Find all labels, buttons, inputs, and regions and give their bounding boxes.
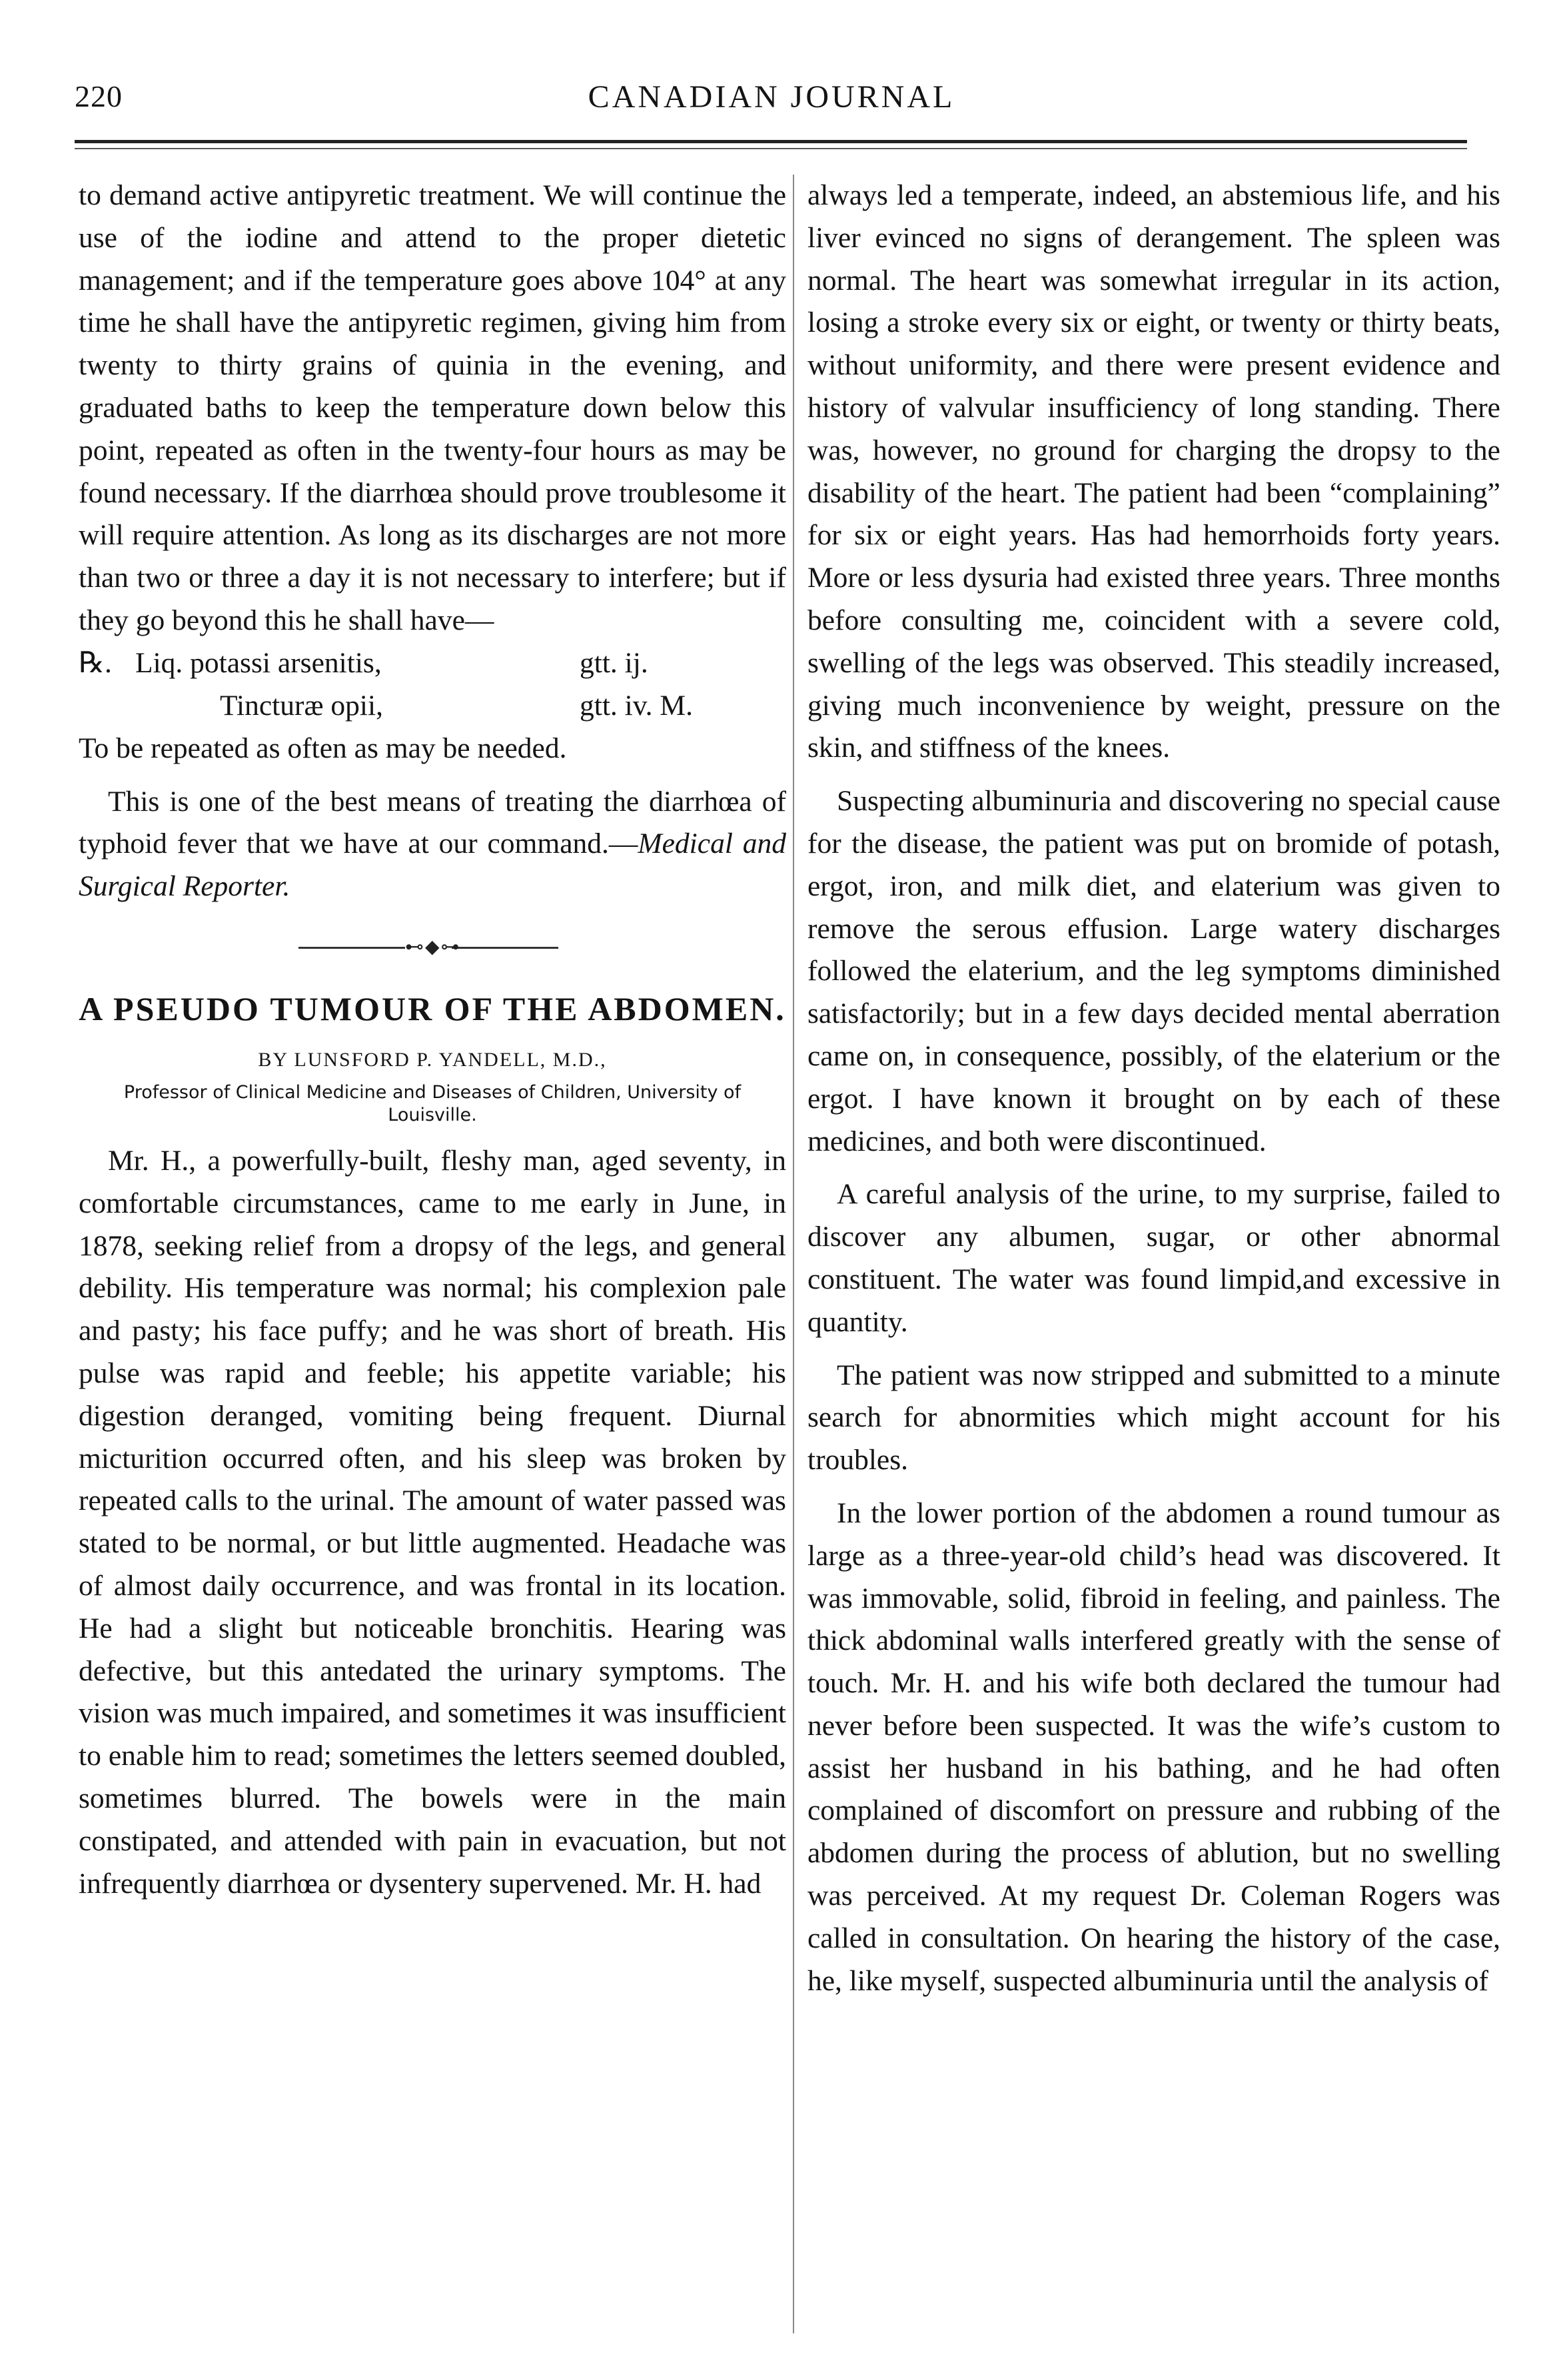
prescription-drug-1: Liq. potassi arsenitis, xyxy=(135,646,382,679)
journal-title: CANADIAN JOURNAL xyxy=(588,79,955,115)
paragraph-history-continued: always led a temperate, indeed, an abstemious life, and his liver evinced no signs of derangement. The spleen was normal. The heart was somewhat irregular in its action, losing a stroke every six or eight, or twenty or thirty beats, without uniformity, and there were present evidence and history of valvular insufficiency of long standing. There was, however, no ground for charging the dropsy to the disability of the heart. The patient had been “complaining” for six or eight years. Has had hemorrhoids forty years. More or less dysuria had existed three years. Three months before consulting me, coincident with a severe cold, swelling of the legs was observed. This steadily increased, giving much inconvenience by weight, pressure on the skin, and stiffness of the knees. xyxy=(807,179,1500,764)
paragraph-examination: The patient was now stripped and submitted to a minute search for abnormities which might account for his troubles. xyxy=(807,1359,1500,1477)
prescription xyxy=(79,642,786,728)
paragraph-case-history: Mr. H., a powerfully-built, fleshy man, aged seventy, in comfortable circumstances, came to me early in June, in 1878, seeking relief from a dropsy of the legs, and general debility. His temperature was normal; his complexion pale and pasty; his face puffy; and he was short of breath. His pulse was rapid and feeble; his appetite variable; his digestion deranged, vomiting being frequent. Diurnal micturition occurred often, and his sleep was broken by repeated calls to the urinal. The amount of water passed was stated to be normal, or but little augmented. Headache was of almost daily occurrence, and was frontal in its location. He had a slight but noticeable bronchitis. Hearing was defective, but this antedated the urinary symptoms. The vision was much impaired, and sometimes it was insufficient to enable him to read; sometimes the letters seemed doubled, sometimes blurred. The bowels were in the main constipated, and attended with pain in evacuation, but not infrequently diarrhœa or dysentery supervened. Mr. H. had xyxy=(79,1144,786,1900)
recipe-symbol: ℞. xyxy=(79,646,112,679)
source-citation: Medical and Surgical Reporter. xyxy=(79,828,786,903)
page-number: 220 xyxy=(75,79,123,113)
paragraph-treatment: Suspecting albuminuria and discovering no special cause for the disease, the patient was put on bromide of potash, ergot, iron, and milk diet, and elaterium was given to remove the serous effusion. Large watery discharges followed the elaterium, and the leg symptoms diminished satisfactorily; but in a few days decided mental aberration came on, in consequence, possibly, of the elaterium or the ergot. I have known it brought on by each of these medicines, and both were discontinued. xyxy=(807,785,1500,1157)
right-column xyxy=(807,175,1500,2002)
prescription-drug-2: Tincturæ opii, xyxy=(220,689,383,722)
paragraph-urine-analysis: A careful analysis of the urine, to my surprise, failed to discover any albumen, sugar, or other abnormal constituent. The water was found limpid,and excessive in quantity. xyxy=(807,1178,1500,1338)
header-rule-thick xyxy=(75,140,1467,143)
conclusion-text: This is one of the best means of treating the diarrhœa of typhoid fever that we have at our command.— xyxy=(79,785,786,860)
paragraph-tumour: In the lower portion of the abdomen a round tumour as large as a three-year-old child’s head was discovered. It was immovable, solid, fibroid in feeling, and painless. The thick abdominal walls interfered greatly with the sense of touch. Mr. H. and his wife both declared the tumour had never before been suspected. It was the wife’s custom to assist her husband in his bathing, and he had often complained of discomfort on pressure and rubbing of the abdomen during the process of ablution, but no swelling was perceived. At my request Dr. Coleman Rogers was called in consultation. On hearing the history of the case, he, like myself, suspected albuminuria until the analysis of xyxy=(807,1496,1500,1997)
paragraph-antipyretic: to demand active antipyretic treatment. We will continue the use of the iodine and attend to the proper dietetic management; and if the temperature goes above 104° at any time he shall have the antipyretic regimen, giving him from twenty to thirty grains of quinia in the evening, and graduated baths to keep the temperature down below this point, repeated as often in the twenty-four hours as may be found necessary. If the diarrhœa should prove troublesome it will require attention. As long as its discharges are not more than two or three a day it is not necessary to interfere; but if they go beyond this he shall have— xyxy=(79,179,786,636)
column-divider xyxy=(793,175,794,2333)
author-byline: BY LUNSFORD P. YANDELL, M.D., xyxy=(258,1048,607,1071)
paragraph-repeat: To be repeated as often as may be needed. xyxy=(79,732,567,764)
running-head xyxy=(0,79,1543,132)
left-column xyxy=(79,175,786,1905)
header-rule-thin xyxy=(75,148,1467,149)
prescription-dose-2: gtt. iv. M. xyxy=(580,689,693,722)
section-divider-ornament xyxy=(79,908,786,987)
divider-flourish-icon: ⊷◆⊶ xyxy=(405,936,461,957)
author-affiliation: Professor of Clinical Medicine and Diseases of Children, University of Louisville. xyxy=(123,1081,742,1125)
paragraph-conclusion xyxy=(79,781,786,908)
article-title: A PSEUDO TUMOUR OF THE ABDOMEN. xyxy=(79,989,786,1027)
prescription-dose-1: gtt. ij. xyxy=(580,646,648,679)
